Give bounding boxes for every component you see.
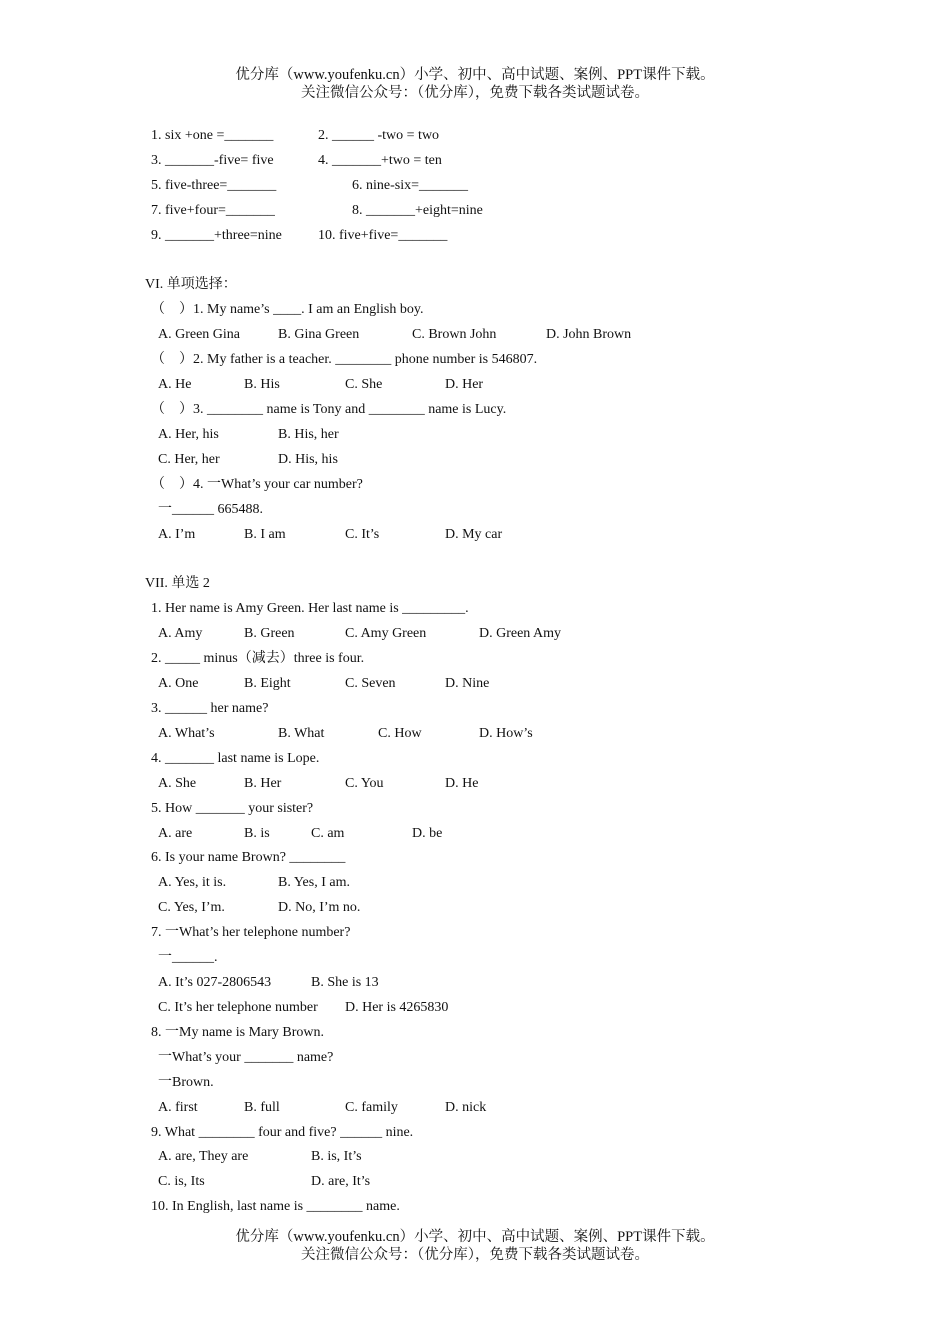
vi-q4-a: A. I’m [158, 527, 196, 542]
vii-q5: 5. How _______ your sister? [151, 801, 314, 816]
math-q3: 3. _______-five= five [151, 153, 274, 168]
vii-q1-c: C. Amy Green [345, 626, 427, 641]
vii-q8: 8. 一My name is Mary Brown. [151, 1025, 325, 1040]
header-line-2: 关注微信公众号：（优分库），免费下载各类试题试卷。 [301, 85, 649, 101]
math-q5: 5. five-three=_______ [151, 178, 277, 193]
vii-q7-c: C. It’s her telephone number [158, 1000, 318, 1015]
vii-q8-reply-2: 一Brown. [158, 1075, 214, 1090]
vii-q6-b: B. Yes, I am. [278, 875, 350, 890]
vii-q3-d: D. How’s [479, 726, 533, 741]
vii-q6-a: A. Yes, it is. [158, 875, 227, 890]
vii-q9: 9. What ________ four and five? ______ nine. [151, 1125, 414, 1140]
vii-q9-d: D. are, It’s [311, 1174, 371, 1189]
vii-q3: 3. ______ her name? [151, 701, 269, 716]
vii-q8-reply-1: 一What’s your _______ name? [158, 1050, 334, 1065]
vi-q3-c: C. Her, her [158, 452, 220, 467]
section-vii-title: VII. 单选 2 [145, 576, 210, 591]
page-header [0, 66, 950, 102]
vii-q5-a: A. are [158, 826, 193, 841]
vii-q3-c: C. How [378, 726, 422, 741]
vi-q2-b: B. His [244, 377, 280, 392]
vii-q2: 2. _____ minus（减去）three is four. [151, 651, 365, 666]
vii-q2-b: B. Eight [244, 676, 291, 691]
vi-q2-a: A. He [158, 377, 192, 392]
vii-q8-c: C. family [345, 1100, 398, 1115]
math-q6: 6. nine-six=_______ [352, 178, 468, 193]
vii-q4-d: D. He [445, 776, 479, 791]
footer-line-1: 优分库（www.youfenku.cn）小学、初中、高中试题、案例、PPT课件下载。 [235, 1229, 715, 1245]
vii-q10: 10. In English, last name is ________ name. [151, 1199, 400, 1214]
vii-q8-b: B. full [244, 1100, 280, 1115]
vi-q2: （ ）2. My father is a teacher. ________ phone number is 546807. [151, 352, 538, 367]
vii-q4-b: B. Her [244, 776, 282, 791]
vii-q4-a: A. She [158, 776, 197, 791]
vii-q7: 7. 一What’s her telephone number? [151, 925, 351, 940]
vi-q4-reply: 一______ 665488. [158, 502, 263, 517]
vii-q4-c: C. You [345, 776, 384, 791]
vii-q1-a: A. Amy [158, 626, 203, 641]
vi-q1-c: C. Brown John [412, 327, 497, 342]
vii-q9-b: B. is, It’s [311, 1149, 362, 1164]
vii-q5-c: C. am [311, 826, 345, 841]
vi-q4-d: D. My car [445, 527, 503, 542]
vii-q6: 6. Is your name Brown? ________ [151, 850, 346, 865]
math-q1: 1. six +one =_______ [151, 128, 274, 143]
vii-q9-a: A. are, They are [158, 1149, 249, 1164]
vi-q3-d: D. His, his [278, 452, 338, 467]
vii-q5-d: D. be [412, 826, 443, 841]
vii-q4: 4. _______ last name is Lope. [151, 751, 320, 766]
vii-q2-a: A. One [158, 676, 199, 691]
vi-q3-a: A. Her, his [158, 427, 219, 442]
vii-q7-b: B. She is 13 [311, 975, 379, 990]
vi-q1-a: A. Green Gina [158, 327, 241, 342]
vi-q1-b: B. Gina Green [278, 327, 360, 342]
vi-q1: （ ）1. My name’s ____. I am an English boy. [151, 302, 424, 317]
vi-q2-d: D. Her [445, 377, 484, 392]
page-footer [0, 1228, 950, 1264]
vii-q1-b: B. Green [244, 626, 295, 641]
vi-q4: （ ）4. 一What’s your car number? [151, 477, 363, 492]
footer-line-2: 关注微信公众号：（优分库），免费下载各类试题试卷。 [301, 1247, 649, 1263]
math-q10: 10. five+five=_______ [318, 228, 448, 243]
vii-q2-d: D. Nine [445, 676, 490, 691]
vii-q8-d: D. nick [445, 1100, 487, 1115]
vii-q6-d: D. No, I’m no. [278, 900, 361, 915]
vii-q3-a: A. What’s [158, 726, 215, 741]
vii-q1: 1. Her name is Amy Green. Her last name is _________. [151, 601, 469, 616]
vii-q8-a: A. first [158, 1100, 198, 1115]
math-q8: 8. _______+eight=nine [352, 203, 483, 218]
vi-q3-b: B. His, her [278, 427, 339, 442]
vi-q4-b: B. I am [244, 527, 286, 542]
vii-q7-a: A. It’s 027-2806543 [158, 975, 272, 990]
header-line-1: 优分库（www.youfenku.cn）小学、初中、高中试题、案例、PPT课件下载。 [235, 67, 715, 83]
math-q7: 7. five+four=_______ [151, 203, 275, 218]
vi-q1-d: D. John Brown [546, 327, 632, 342]
vi-q2-c: C. She [345, 377, 383, 392]
vii-q9-c: C. is, Its [158, 1174, 205, 1189]
vii-q5-b: B. is [244, 826, 270, 841]
math-q2: 2. ______ -two = two [318, 128, 440, 143]
math-q4: 4. _______+two = ten [318, 153, 442, 168]
section-vi-title: VI. 单项选择： [145, 277, 237, 292]
vii-q7-d: D. Her is 4265830 [345, 1000, 449, 1015]
vi-q4-c: C. It’s [345, 527, 380, 542]
vii-q3-b: B. What [278, 726, 325, 741]
vii-q2-c: C. Seven [345, 676, 396, 691]
vii-q7-reply: 一______. [158, 950, 218, 965]
math-q9: 9. _______+three=nine [151, 228, 282, 243]
vii-q6-c: C. Yes, I’m. [158, 900, 225, 915]
vi-q3: （ ）3. ________ name is Tony and ________ name is Lucy. [151, 402, 507, 417]
vii-q1-d: D. Green Amy [479, 626, 562, 641]
